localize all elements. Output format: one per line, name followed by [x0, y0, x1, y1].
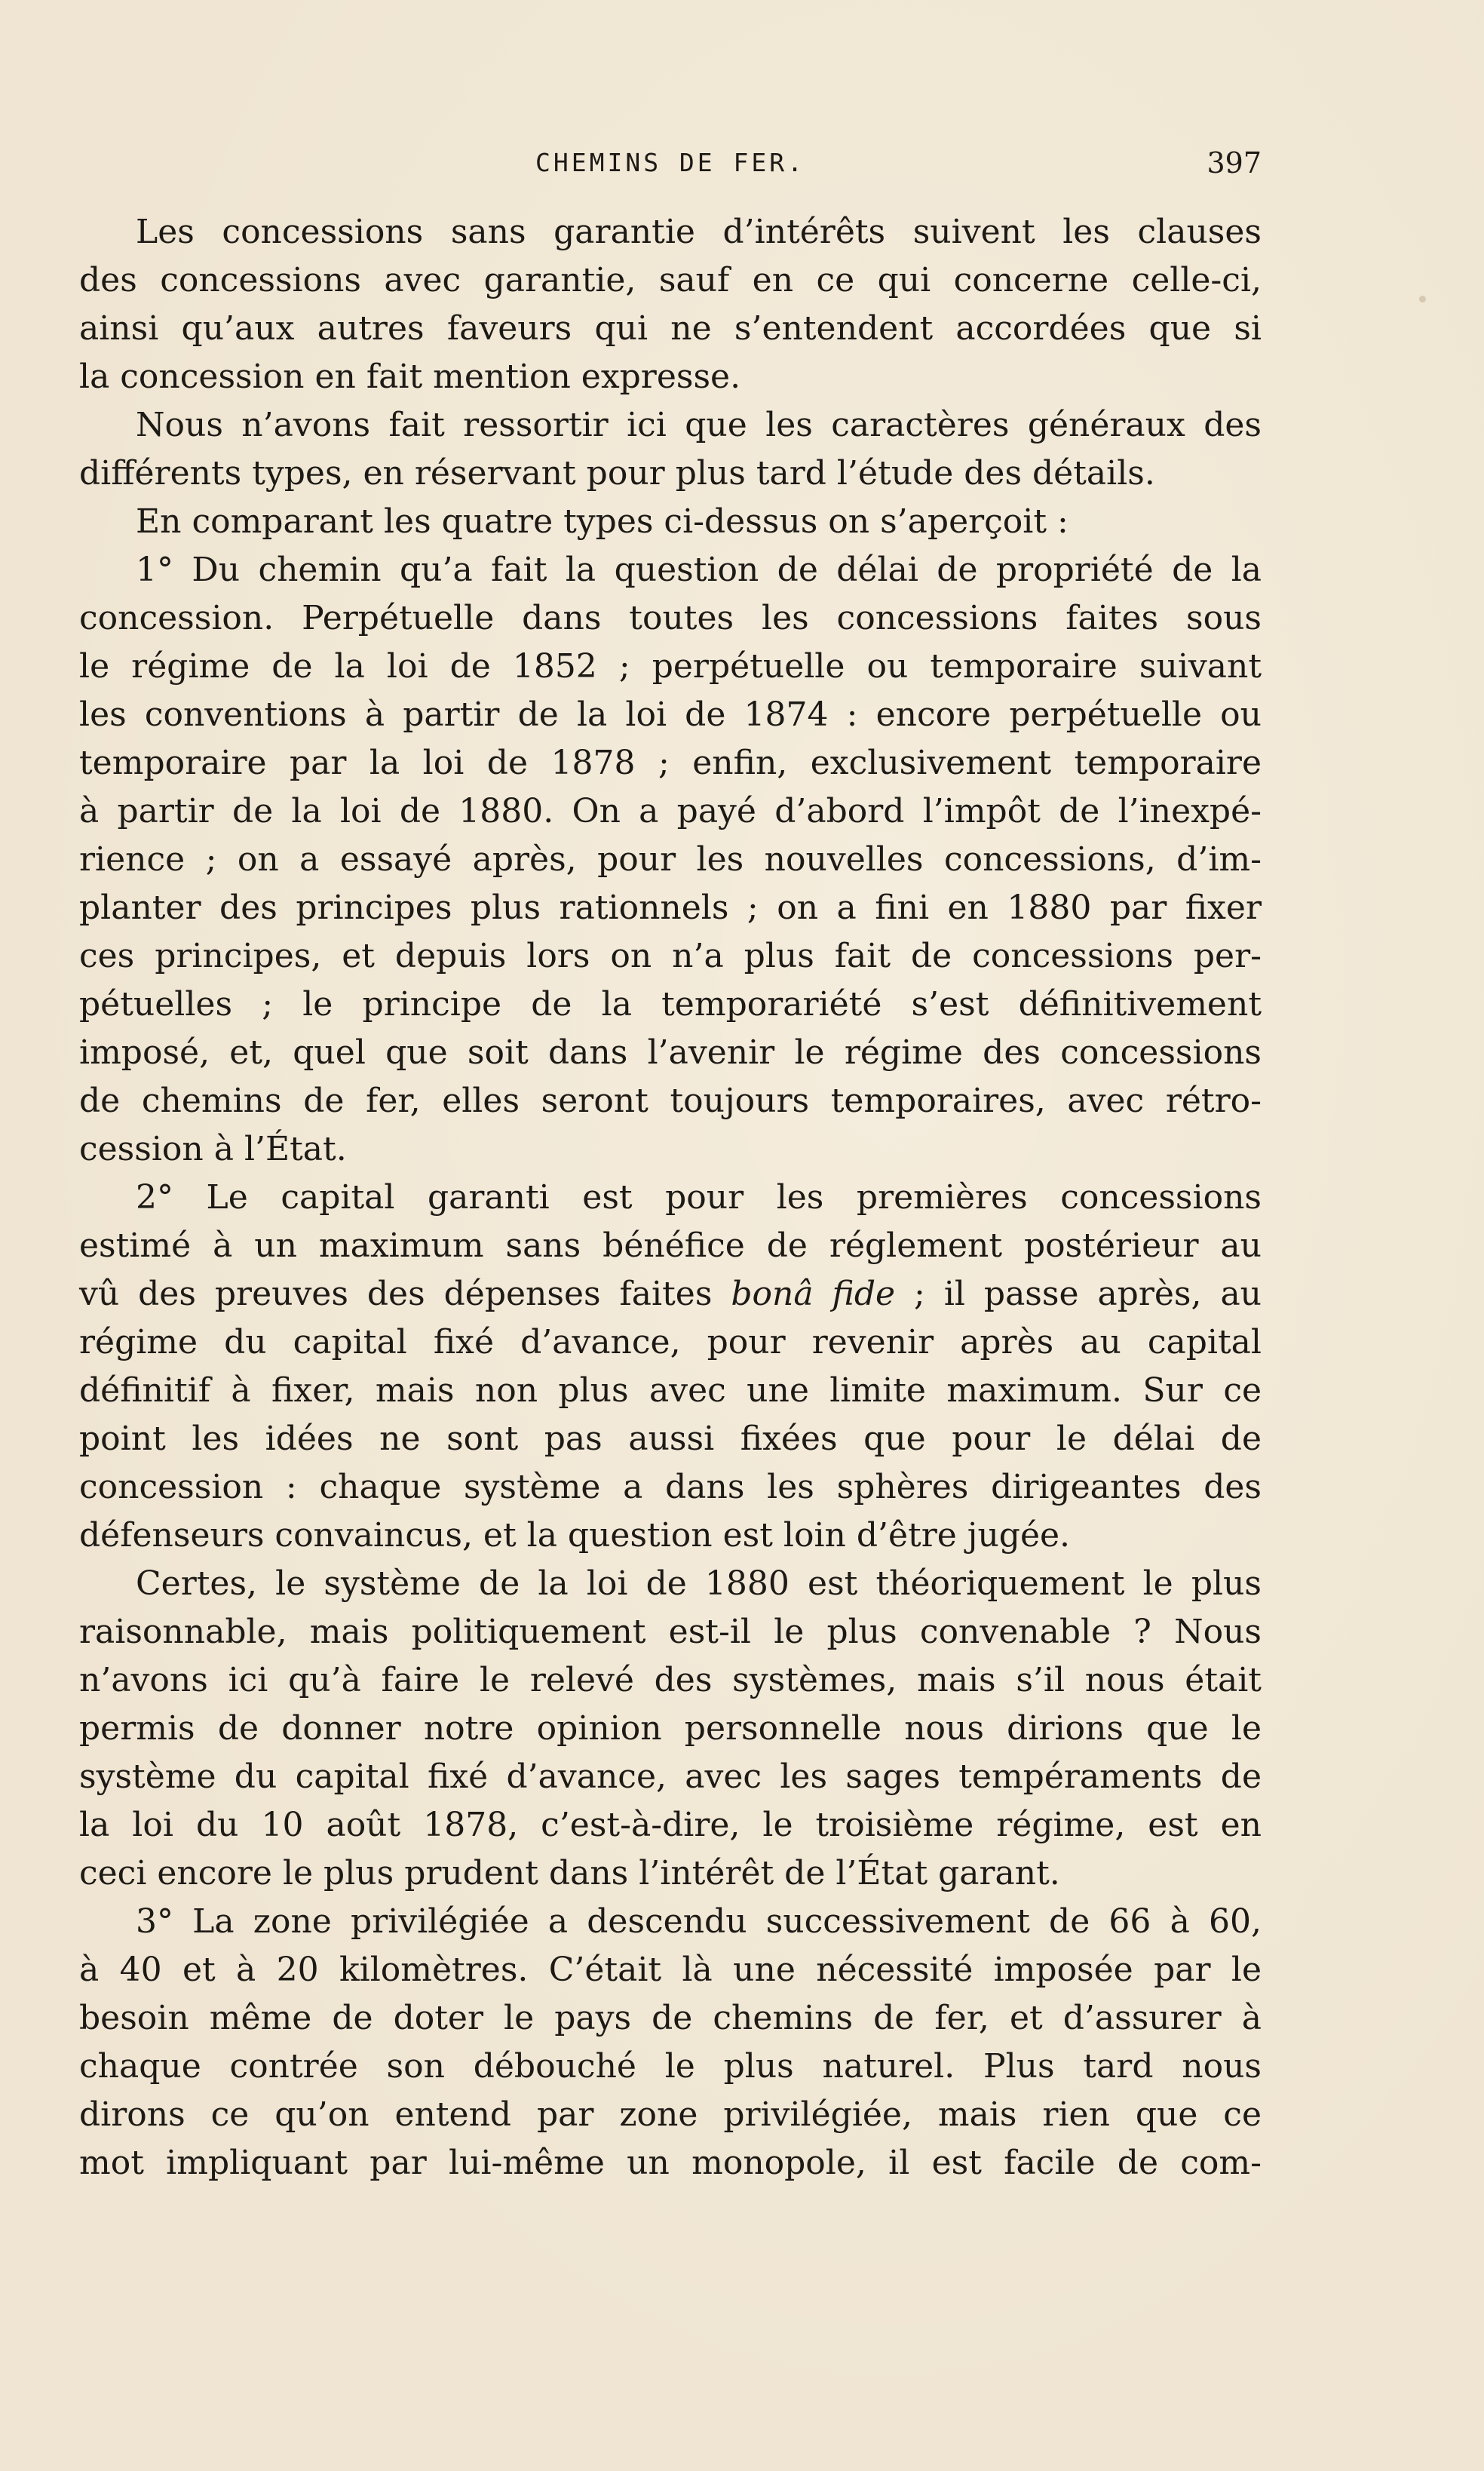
text-line: système du capital fixé d’avance, avec les sages tempéraments de [79, 1757, 1262, 1796]
text-line: raisonnable, mais politiquement est-il le plus convenable ? Nous [79, 1613, 1262, 1651]
text-line: la loi du 10 août 1878, c’est-à-dire, le troisième régime, est en [79, 1806, 1262, 1844]
text-line: pétuelles ; le principe de la temporariété s’est définitivement [79, 985, 1262, 1024]
text-line: ceci encore le plus prudent dans l’intérêt de l’État garant. [79, 1854, 1060, 1892]
text-line: le régime de la loi de 1852 ; perpétuelle ou temporaire suivant [79, 647, 1262, 686]
page-number: 397 [1207, 146, 1262, 180]
text-line: concession. Perpétuelle dans toutes les concessions faites sous [79, 599, 1262, 637]
text-line: à partir de la loi de 1880. On a payé d’abord l’impôt de l’inexpé- [79, 792, 1262, 830]
text-line: Les concessions sans garantie d’intérêts suivent les clauses [136, 213, 1262, 251]
text-line: 3° La zone privilégiée a descendu successivement de 66 à 60, [136, 1902, 1262, 1941]
text-line: permis de donner notre opinion personnelle nous dirions que le [79, 1709, 1262, 1748]
text-line: régime du capital fixé d’avance, pour revenir après au capital [79, 1323, 1262, 1361]
running-title: CHEMINS DE FER. [535, 148, 805, 177]
text-line: de chemins de fer, elles seront toujours temporaires, avec rétro- [79, 1082, 1262, 1120]
body-text [79, 208, 1262, 2187]
text-line: point les idées ne sont pas aussi fixées que pour le délai de [79, 1420, 1262, 1458]
text-line: les conventions à partir de la loi de 1874 : encore perpétuelle ou [79, 695, 1262, 734]
text-line: besoin même de doter le pays de chemins de fer, et d’assurer à [79, 1999, 1262, 2037]
text-line: des concessions avec garantie, sauf en ce qui concerne celle-ci, [79, 261, 1262, 299]
running-head [79, 140, 1262, 186]
text-line: ainsi qu’aux autres faveurs qui ne s’entendent accordées que si [79, 309, 1262, 348]
text-line: chaque contrée son débouché le plus naturel. Plus tard nous [79, 2047, 1262, 2086]
text-line: planter des principes plus rationnels ; on a fini en 1880 par fixer [79, 889, 1262, 927]
text-line: Nous n’avons fait ressortir ici que les caractères généraux des [136, 406, 1262, 444]
text-line: mot impliquant par lui-même un monopole, il est facile de com- [79, 2144, 1262, 2182]
text-line: à 40 et à 20 kilomètres. C’était là une nécessité imposée par le [79, 1951, 1262, 1989]
text-line: 2° Le capital garanti est pour les premières concessions [136, 1178, 1262, 1217]
text-line: cession à l’État. [79, 1130, 347, 1168]
italic-phrase: bonâ fide [731, 1275, 896, 1313]
text-line: En comparant les quatre types ci-dessus on s’aperçoit : [136, 502, 1069, 541]
text-line: la concession en fait mention expresse. [79, 358, 741, 396]
text-line: différents types, en réservant pour plus tard l’étude des détails. [79, 454, 1155, 493]
text-line: vû des preuves des dépenses faites bonâ fide ; il passe après, au [79, 1275, 1262, 1313]
text-line: estimé à un maximum sans bénéfice de réglement postérieur au [79, 1226, 1262, 1265]
text-line: imposé, et, quel que soit dans l’avenir le régime des concessions [79, 1033, 1262, 1072]
text-line: concession : chaque système a dans les sphères dirigeantes des [79, 1468, 1262, 1506]
text-line: rience ; on a essayé après, pour les nouvelles concessions, d’im- [79, 840, 1262, 879]
text-line: définitif à fixer, mais non plus avec une limite maximum. Sur ce [79, 1371, 1262, 1410]
paper-spot [1419, 296, 1426, 302]
text-line: Certes, le système de la loi de 1880 est théoriquement le plus [136, 1564, 1262, 1603]
text-line: n’avons ici qu’à faire le relevé des systèmes, mais s’il nous était [79, 1661, 1262, 1699]
text-line: dirons ce qu’on entend par zone privilégiée, mais rien que ce [79, 2095, 1262, 2134]
text-line: ces principes, et depuis lors on n’a plus fait de concessions per- [79, 937, 1262, 975]
text-line: temporaire par la loi de 1878 ; enfin, exclusivement temporaire [79, 744, 1262, 782]
text-line: 1° Du chemin qu’a fait la question de délai de propriété de la [136, 551, 1262, 589]
text-line: défenseurs convaincus, et la question est loin d’être jugée. [79, 1516, 1071, 1555]
